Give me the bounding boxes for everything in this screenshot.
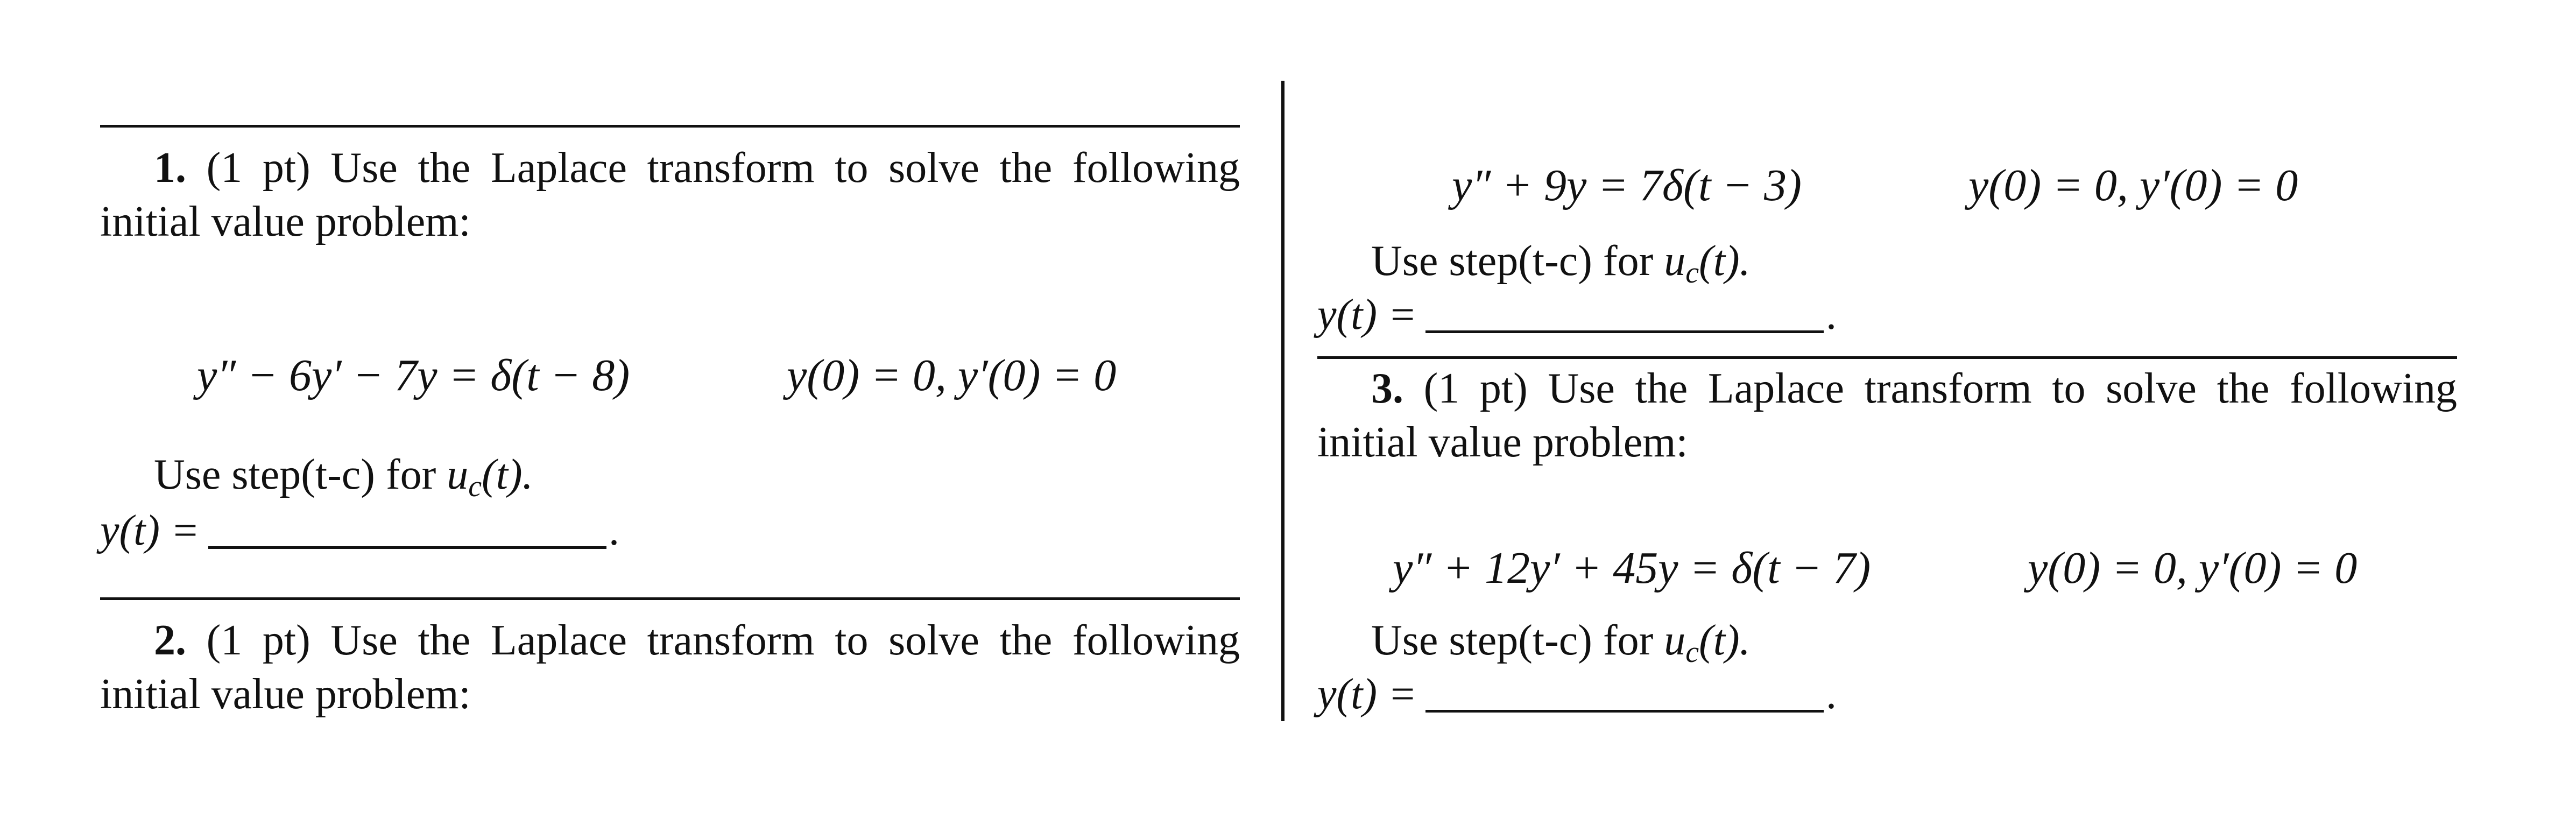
problem-number: 2. xyxy=(154,617,186,664)
problem-prompt-text: Use the Laplace transform to solve the following xyxy=(330,617,1240,664)
hint-math-suffix: (t). xyxy=(482,451,533,498)
problem-1-prompt-line2: initial value problem: xyxy=(100,198,471,245)
problem-2-answer-row xyxy=(1317,288,2457,342)
answer-label: y(t) = xyxy=(100,507,200,554)
problem-number: 1. xyxy=(154,144,186,192)
problem-divider xyxy=(100,597,1240,600)
problem-points: (1 pt) xyxy=(1423,365,1528,412)
hint-math: u xyxy=(1664,617,1686,664)
problem-3-answer-row xyxy=(1317,667,2457,721)
answer-period: . xyxy=(1826,291,1837,339)
hint-math: u xyxy=(447,451,469,498)
answer-input[interactable] xyxy=(1425,330,1824,333)
hint-subscript: c xyxy=(468,470,482,503)
problem-prompt-text: Use the Laplace transform to solve the following xyxy=(330,144,1240,192)
column-divider xyxy=(1281,81,1285,721)
hint-text: Use step(t-c) for xyxy=(1371,617,1664,664)
problem-3-prompt-line2: initial value problem: xyxy=(1317,419,1688,466)
answer-label: y(t) = xyxy=(1317,671,1417,718)
problem-2-equation: y″ + 9y = 7δ(t − 3) xyxy=(1452,160,1802,210)
problem-points: (1 pt) xyxy=(206,617,310,664)
hint-math-suffix: (t). xyxy=(1699,237,1751,285)
problem-2-prompt-line2: initial value problem: xyxy=(100,671,471,718)
hint-math: u xyxy=(1664,237,1686,285)
hint-subscript: c xyxy=(1685,636,1699,669)
problem-number: 3. xyxy=(1371,365,1403,412)
hint-subscript: c xyxy=(1685,256,1699,290)
answer-period: . xyxy=(609,507,619,554)
problem-1-answer-row xyxy=(100,504,1240,558)
problem-3-initial-conditions: y(0) = 0, y′(0) = 0 xyxy=(2028,543,2358,593)
problem-2-initial-conditions: y(0) = 0, y′(0) = 0 xyxy=(1968,160,2298,210)
problem-prompt-text: Use the Laplace transform to solve the following xyxy=(1548,365,2458,412)
answer-label: y(t) = xyxy=(1317,291,1417,339)
problem-divider xyxy=(100,125,1240,128)
hint-text: Use step(t-c) for xyxy=(154,451,447,498)
problem-divider xyxy=(1317,356,2457,359)
hint-math-suffix: (t). xyxy=(1699,617,1751,664)
problem-1-equation: y″ − 6y′ − 7y = δ(t − 8) xyxy=(197,350,630,400)
problem-1-initial-conditions: y(0) = 0, y′(0) = 0 xyxy=(787,350,1117,400)
problem-1-prompt xyxy=(100,141,1240,195)
answer-input[interactable] xyxy=(208,546,606,549)
problem-3-prompt xyxy=(1317,362,2457,415)
answer-input[interactable] xyxy=(1425,710,1824,713)
hint-text: Use step(t-c) for xyxy=(1371,237,1664,285)
problem-2-prompt xyxy=(100,614,1240,667)
problem-3-equation: y″ + 12y′ + 45y = δ(t − 7) xyxy=(1393,543,1871,593)
problem-points: (1 pt) xyxy=(206,144,310,192)
answer-period: . xyxy=(1826,671,1837,718)
